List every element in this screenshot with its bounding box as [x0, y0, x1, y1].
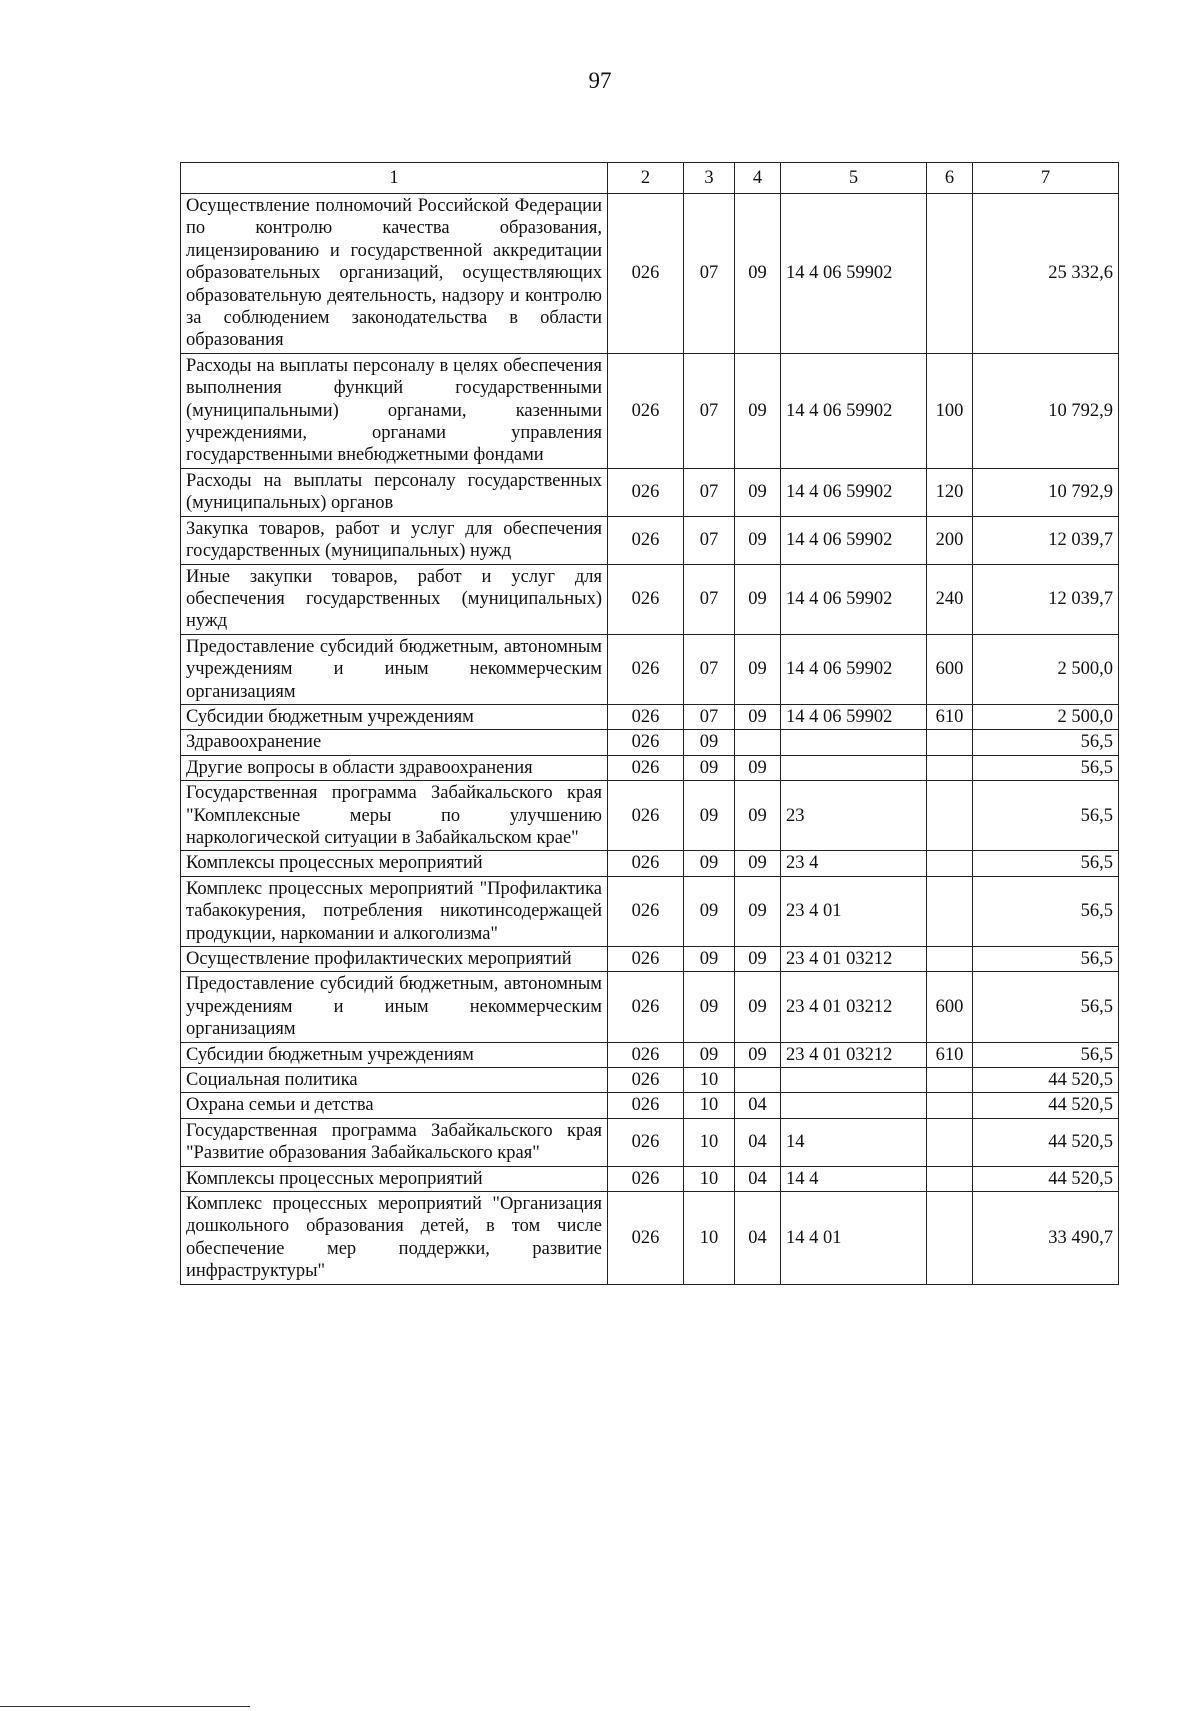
amount-cell: 2 500,0: [973, 634, 1119, 704]
amount-cell: 56,5: [973, 876, 1119, 946]
page-number: 97: [588, 68, 612, 93]
expense-type-cell: 120: [927, 468, 973, 516]
grbs-code-cell: 026: [608, 516, 684, 564]
target-article-cell: [781, 730, 927, 755]
row-name-cell: Субсидии бюджетным учреждениям: [181, 704, 608, 729]
table-row: [181, 1068, 1119, 1093]
expense-type-cell: [927, 194, 973, 354]
subsection-code-cell: 09: [735, 851, 781, 876]
target-article-cell: 14 4 06 59902: [781, 353, 927, 468]
grbs-code-cell: 026: [608, 755, 684, 780]
target-article-cell: 14 4 06 59902: [781, 194, 927, 354]
grbs-code-cell: 026: [608, 564, 684, 634]
amount-cell: 56,5: [973, 730, 1119, 755]
table-row: [181, 851, 1119, 876]
expense-type-cell: [927, 1192, 973, 1285]
section-code-cell: 07: [684, 194, 735, 354]
row-name-cell: Предоставление субсидий бюджетным, автономным учреждениям и иным некоммерческим организациям: [181, 634, 608, 704]
expense-type-cell: [927, 781, 973, 851]
row-name-cell: Комплексы процессных мероприятий: [181, 1166, 608, 1191]
table-row: [181, 947, 1119, 972]
grbs-code-cell: 026: [608, 353, 684, 468]
grbs-code-cell: 026: [608, 972, 684, 1042]
grbs-code-cell: 026: [608, 851, 684, 876]
section-code-cell: 09: [684, 851, 735, 876]
row-name-cell: Социальная политика: [181, 1068, 608, 1093]
table-row: [181, 516, 1119, 564]
table-row: [181, 972, 1119, 1042]
amount-cell: 12 039,7: [973, 564, 1119, 634]
amount-cell: 56,5: [973, 1042, 1119, 1067]
grbs-code-cell: 026: [608, 468, 684, 516]
target-article-cell: 23 4 01: [781, 876, 927, 946]
section-code-cell: 07: [684, 516, 735, 564]
row-name-cell: Иные закупки товаров, работ и услуг для обеспечения государственных (муниципальных) нужд: [181, 564, 608, 634]
expense-type-cell: 200: [927, 516, 973, 564]
section-code-cell: 07: [684, 564, 735, 634]
target-article-cell: 14: [781, 1118, 927, 1166]
grbs-code-cell: 026: [608, 704, 684, 729]
target-article-cell: 23 4 01 03212: [781, 972, 927, 1042]
amount-cell: 10 792,9: [973, 468, 1119, 516]
table-row: [181, 194, 1119, 354]
table-row: [181, 1093, 1119, 1118]
target-article-cell: 14 4 06 59902: [781, 516, 927, 564]
expense-type-cell: 100: [927, 353, 973, 468]
table-row: [181, 1192, 1119, 1285]
expense-type-cell: 610: [927, 704, 973, 729]
column-header: 5: [781, 163, 927, 194]
table-row: [181, 876, 1119, 946]
subsection-code-cell: 04: [735, 1093, 781, 1118]
subsection-code-cell: 04: [735, 1192, 781, 1285]
subsection-code-cell: 09: [735, 704, 781, 729]
table-row: [181, 353, 1119, 468]
column-header: 3: [684, 163, 735, 194]
section-code-cell: 09: [684, 947, 735, 972]
section-code-cell: 09: [684, 972, 735, 1042]
amount-cell: 2 500,0: [973, 704, 1119, 729]
expense-type-cell: [927, 1118, 973, 1166]
row-name-cell: Здравоохранение: [181, 730, 608, 755]
subsection-code-cell: 09: [735, 947, 781, 972]
target-article-cell: 14 4 01: [781, 1192, 927, 1285]
grbs-code-cell: 026: [608, 730, 684, 755]
table-row: [181, 1118, 1119, 1166]
amount-cell: 33 490,7: [973, 1192, 1119, 1285]
grbs-code-cell: 026: [608, 1068, 684, 1093]
section-code-cell: 10: [684, 1118, 735, 1166]
section-code-cell: 09: [684, 730, 735, 755]
expense-type-cell: 610: [927, 1042, 973, 1067]
column-header: 1: [181, 163, 608, 194]
subsection-code-cell: 09: [735, 516, 781, 564]
footer-divider: [0, 1706, 250, 1707]
subsection-code-cell: 09: [735, 564, 781, 634]
row-name-cell: Осуществление полномочий Российской Федерации по контролю качества образования, лицензированию и государственной аккредитации образовательных организаций, осуществляющих образовательную деятельность, надзору и контролю за соблюдением законодательства в области образования: [181, 194, 608, 354]
target-article-cell: 23: [781, 781, 927, 851]
target-article-cell: 23 4 01 03212: [781, 1042, 927, 1067]
expense-type-cell: [927, 947, 973, 972]
section-code-cell: 09: [684, 755, 735, 780]
subsection-code-cell: 09: [735, 781, 781, 851]
amount-cell: 44 520,5: [973, 1093, 1119, 1118]
row-name-cell: Государственная программа Забайкальского края "Развитие образования Забайкальского края": [181, 1118, 608, 1166]
expense-type-cell: [927, 1166, 973, 1191]
expense-type-cell: [927, 730, 973, 755]
expense-type-cell: 240: [927, 564, 973, 634]
section-code-cell: 07: [684, 353, 735, 468]
table-row: [181, 730, 1119, 755]
amount-cell: 56,5: [973, 972, 1119, 1042]
column-header: 2: [608, 163, 684, 194]
table-row: [181, 564, 1119, 634]
subsection-code-cell: [735, 730, 781, 755]
amount-cell: 25 332,6: [973, 194, 1119, 354]
table-row: [181, 468, 1119, 516]
section-code-cell: 09: [684, 876, 735, 946]
target-article-cell: 23 4 01 03212: [781, 947, 927, 972]
row-name-cell: Комплекс процессных мероприятий "Профилактика табакокурения, потребления никотинсодержащей продукции, наркомании и алкоголизма": [181, 876, 608, 946]
amount-cell: 44 520,5: [973, 1118, 1119, 1166]
section-code-cell: 07: [684, 704, 735, 729]
target-article-cell: [781, 755, 927, 780]
amount-cell: 56,5: [973, 947, 1119, 972]
amount-cell: 12 039,7: [973, 516, 1119, 564]
row-name-cell: Закупка товаров, работ и услуг для обеспечения государственных (муниципальных) нужд: [181, 516, 608, 564]
subsection-code-cell: 09: [735, 353, 781, 468]
table-row: [181, 755, 1119, 780]
grbs-code-cell: 026: [608, 1166, 684, 1191]
row-name-cell: Осуществление профилактических мероприятий: [181, 947, 608, 972]
subsection-code-cell: [735, 1068, 781, 1093]
subsection-code-cell: 09: [735, 468, 781, 516]
subsection-code-cell: 09: [735, 194, 781, 354]
table-row: [181, 1042, 1119, 1067]
subsection-code-cell: 04: [735, 1118, 781, 1166]
section-code-cell: 07: [684, 468, 735, 516]
grbs-code-cell: 026: [608, 947, 684, 972]
expense-type-cell: [927, 851, 973, 876]
grbs-code-cell: 026: [608, 634, 684, 704]
amount-cell: 56,5: [973, 755, 1119, 780]
expense-type-cell: [927, 1068, 973, 1093]
expense-type-cell: [927, 755, 973, 780]
subsection-code-cell: 09: [735, 634, 781, 704]
subsection-code-cell: 09: [735, 1042, 781, 1067]
column-header: 4: [735, 163, 781, 194]
grbs-code-cell: 026: [608, 781, 684, 851]
amount-cell: 44 520,5: [973, 1068, 1119, 1093]
amount-cell: 56,5: [973, 851, 1119, 876]
target-article-cell: 14 4 06 59902: [781, 634, 927, 704]
amount-cell: 56,5: [973, 781, 1119, 851]
row-name-cell: Предоставление субсидий бюджетным, автономным учреждениям и иным некоммерческим организациям: [181, 972, 608, 1042]
section-code-cell: 09: [684, 1042, 735, 1067]
subsection-code-cell: 09: [735, 972, 781, 1042]
column-header: 6: [927, 163, 973, 194]
grbs-code-cell: 026: [608, 1042, 684, 1067]
table-row: [181, 634, 1119, 704]
grbs-code-cell: 026: [608, 1192, 684, 1285]
expense-type-cell: 600: [927, 972, 973, 1042]
expense-type-cell: 600: [927, 634, 973, 704]
grbs-code-cell: 026: [608, 194, 684, 354]
subsection-code-cell: 04: [735, 1166, 781, 1191]
grbs-code-cell: 026: [608, 876, 684, 946]
grbs-code-cell: 026: [608, 1093, 684, 1118]
section-code-cell: 10: [684, 1166, 735, 1191]
table-row: [181, 781, 1119, 851]
subsection-code-cell: 09: [735, 755, 781, 780]
section-code-cell: 09: [684, 781, 735, 851]
amount-cell: 10 792,9: [973, 353, 1119, 468]
target-article-cell: [781, 1093, 927, 1118]
section-code-cell: 10: [684, 1093, 735, 1118]
table-row: [181, 704, 1119, 729]
target-article-cell: 14 4 06 59902: [781, 468, 927, 516]
section-code-cell: 10: [684, 1192, 735, 1285]
row-name-cell: Охрана семьи и детства: [181, 1093, 608, 1118]
target-article-cell: [781, 1068, 927, 1093]
target-article-cell: 14 4 06 59902: [781, 704, 927, 729]
table-row: [181, 1166, 1119, 1191]
row-name-cell: Другие вопросы в области здравоохранения: [181, 755, 608, 780]
row-name-cell: Комплексы процессных мероприятий: [181, 851, 608, 876]
section-code-cell: 07: [684, 634, 735, 704]
row-name-cell: Государственная программа Забайкальского края "Комплексные меры по улучшению наркологической ситуации в Забайкальском крае": [181, 781, 608, 851]
row-name-cell: Комплекс процессных мероприятий "Организация дошкольного образования детей, в том числе обеспечение мер поддержки, развитие инфраструктуры": [181, 1192, 608, 1285]
expense-type-cell: [927, 876, 973, 946]
budget-table: [180, 162, 1119, 1285]
table-body: [181, 194, 1119, 1285]
section-code-cell: 10: [684, 1068, 735, 1093]
grbs-code-cell: 026: [608, 1118, 684, 1166]
row-name-cell: Расходы на выплаты персоналу государственных (муниципальных) органов: [181, 468, 608, 516]
amount-cell: 44 520,5: [973, 1166, 1119, 1191]
target-article-cell: 14 4 06 59902: [781, 564, 927, 634]
subsection-code-cell: 09: [735, 876, 781, 946]
expense-type-cell: [927, 1093, 973, 1118]
column-header: 7: [973, 163, 1119, 194]
row-name-cell: Субсидии бюджетным учреждениям: [181, 1042, 608, 1067]
table-header-row: [181, 163, 1119, 194]
target-article-cell: 23 4: [781, 851, 927, 876]
row-name-cell: Расходы на выплаты персоналу в целях обеспечения выполнения функций государственными (муниципальными) органами, казенными учреждениями, органами управления государственными внебюджетными фондами: [181, 353, 608, 468]
target-article-cell: 14 4: [781, 1166, 927, 1191]
